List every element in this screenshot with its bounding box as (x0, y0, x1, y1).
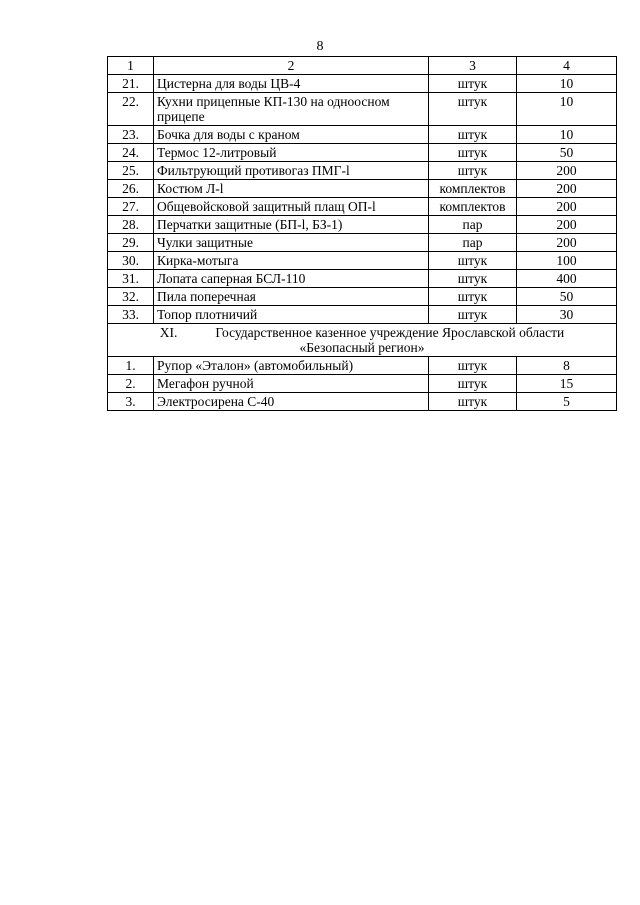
table-row (108, 198, 617, 216)
item-unit: комплектов (429, 198, 517, 216)
table-row (108, 126, 617, 144)
item-quantity: 10 (517, 93, 617, 126)
item-quantity: 50 (517, 144, 617, 162)
item-name: Костюм Л-l (154, 180, 429, 198)
page-number: 8 (316, 39, 324, 54)
table-row (108, 180, 617, 198)
table-row (108, 393, 617, 411)
item-unit: штук (429, 306, 517, 324)
column-header-3: 3 (429, 57, 517, 75)
section-heading-line1 (111, 325, 613, 340)
item-quantity: 400 (517, 270, 617, 288)
item-unit: пар (429, 216, 517, 234)
row-number: 33. (108, 306, 154, 324)
item-quantity: 200 (517, 234, 617, 252)
item-unit: штук (429, 126, 517, 144)
item-quantity: 10 (517, 126, 617, 144)
item-quantity: 10 (517, 75, 617, 93)
item-name: Фильтрующий противогаз ПМГ-l (154, 162, 429, 180)
row-number: 2. (108, 375, 154, 393)
column-header-1: 1 (108, 57, 154, 75)
item-name: Чулки защитные (154, 234, 429, 252)
item-name: Электросирена С-40 (154, 393, 429, 411)
item-quantity: 200 (517, 216, 617, 234)
item-name: Кухни прицепные КП-130 на одноосном прицепе (154, 93, 429, 126)
row-number: 31. (108, 270, 154, 288)
column-header-4: 4 (517, 57, 617, 75)
row-number: 29. (108, 234, 154, 252)
item-unit: штук (429, 357, 517, 375)
item-unit: штук (429, 375, 517, 393)
row-number: 21. (108, 75, 154, 93)
table-header-row (108, 57, 617, 75)
item-unit: штук (429, 144, 517, 162)
row-number: 32. (108, 288, 154, 306)
table-row (108, 144, 617, 162)
row-number: 22. (108, 93, 154, 126)
item-name: Перчатки защитные (БП-l, БЗ-1) (154, 216, 429, 234)
item-quantity: 50 (517, 288, 617, 306)
item-name: Лопата саперная БСЛ-110 (154, 270, 429, 288)
item-name: Топор плотничий (154, 306, 429, 324)
table-row (108, 375, 617, 393)
item-name: Пила поперечная (154, 288, 429, 306)
item-quantity: 200 (517, 162, 617, 180)
table-row (108, 252, 617, 270)
item-quantity: 200 (517, 180, 617, 198)
equipment-table (107, 56, 617, 411)
item-name: Мегафон ручной (154, 375, 429, 393)
table-row (108, 93, 617, 126)
row-number: 23. (108, 126, 154, 144)
column-header-2: 2 (154, 57, 429, 75)
section-heading-row (108, 324, 617, 357)
row-number: 3. (108, 393, 154, 411)
item-name: Термос 12-литровый (154, 144, 429, 162)
item-name: Рупор «Эталон» (автомобильный) (154, 357, 429, 375)
row-number: 26. (108, 180, 154, 198)
table-row (108, 75, 617, 93)
item-name: Бочка для воды с краном (154, 126, 429, 144)
row-number: 24. (108, 144, 154, 162)
row-number: 30. (108, 252, 154, 270)
item-name: Общевойсковой защитный плащ ОП-l (154, 198, 429, 216)
section-title-line1: Государственное казенное учреждение Ярославской области (215, 325, 565, 340)
item-quantity: 15 (517, 375, 617, 393)
item-unit: штук (429, 75, 517, 93)
table-row (108, 162, 617, 180)
item-name: Цистерна для воды ЦВ-4 (154, 75, 429, 93)
table-row (108, 357, 617, 375)
item-unit: штук (429, 270, 517, 288)
section-title-line2: «Безопасный регион» (299, 340, 425, 355)
item-quantity: 5 (517, 393, 617, 411)
section-number: XI. (159, 325, 178, 340)
row-number: 25. (108, 162, 154, 180)
item-quantity: 30 (517, 306, 617, 324)
table-row (108, 234, 617, 252)
item-unit: штук (429, 162, 517, 180)
row-number: 1. (108, 357, 154, 375)
item-unit: штук (429, 288, 517, 306)
row-number: 27. (108, 198, 154, 216)
item-quantity: 8 (517, 357, 617, 375)
item-name: Кирка-мотыга (154, 252, 429, 270)
table-row (108, 306, 617, 324)
table-row (108, 288, 617, 306)
section-heading (108, 324, 617, 357)
item-quantity: 200 (517, 198, 617, 216)
item-unit: штук (429, 252, 517, 270)
item-unit: комплектов (429, 180, 517, 198)
table-row (108, 270, 617, 288)
item-unit: штук (429, 93, 517, 126)
table-row (108, 216, 617, 234)
item-unit: штук (429, 393, 517, 411)
row-number: 28. (108, 216, 154, 234)
item-quantity: 100 (517, 252, 617, 270)
item-unit: пар (429, 234, 517, 252)
